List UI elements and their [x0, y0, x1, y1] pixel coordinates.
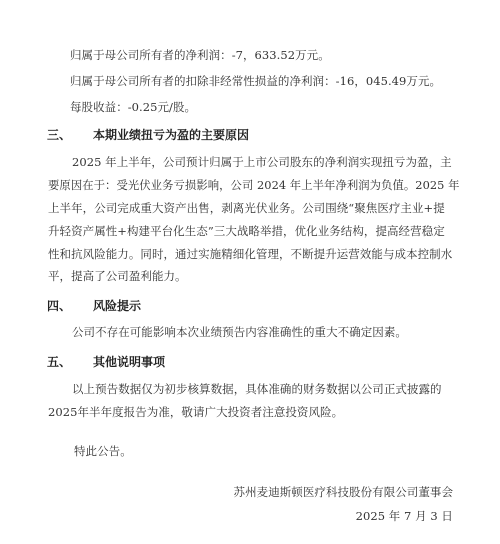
section-3-line-4: 升轻资产属性+构建平台化生态”三大战略举措，优化业务结构，提高经营稳定: [48, 224, 445, 238]
section-3-line-5: 性和抗风险能力。同时，通过实施精细化管理，不断提升运营效能与成本控制水: [48, 247, 453, 261]
section-5-title: 其他说明事项: [93, 355, 166, 369]
section-3-line-1: 2025 年上半年，公司预计归属于上市公司股东的净利润实现扭亏为盈，主: [72, 155, 452, 169]
section-4-number: 四、: [47, 299, 72, 313]
section-4-title: 风险提示: [93, 299, 142, 313]
section-3-line-3: 上半年，公司完成重大资产出售，剥离光伏业务。公司围绕“聚焦医疗主业+提: [48, 201, 445, 215]
section-5-heading: [47, 354, 165, 370]
section-5-line-1: 以上预告数据仅为初步核算数据，具体准确的财务数据以公司正式披露的: [72, 382, 442, 396]
net-profit-deducted-line: 归属于母公司所有者的扣除非经常性损益的净利润：-16，045.49万元。: [70, 74, 442, 88]
signature-date: 2025 年 7 月 3 日: [355, 509, 453, 523]
section-4-line-1: 公司不存在可能影响本次业绩预告内容准确性的重大不确定因素。: [72, 325, 407, 339]
eps-line: 每股收益：-0.25元/股。: [70, 100, 197, 114]
section-3-line-6: 平，提高了公司盈利能力。: [48, 269, 187, 283]
net-profit-line: 归属于母公司所有者的净利润：-7，633.52万元。: [70, 48, 330, 62]
section-5-line-2: 2025年半年度报告为准，敬请广大投资者注意投资风险。: [48, 405, 344, 419]
section-3-heading: [47, 127, 249, 143]
section-3-number: 三、: [47, 128, 72, 142]
signature-company: 苏州麦迪斯顿医疗科技股份有限公司董事会: [233, 485, 453, 499]
section-3-line-2: 要原因在于：受光伏业务亏损影响，公司 2024 年上半年净利润为负值。2025 年: [48, 178, 460, 192]
section-3-title: 本期业绩扭亏为盈的主要原因: [93, 128, 250, 142]
section-4-heading: [47, 298, 141, 314]
section-5-number: 五、: [47, 355, 72, 369]
closing-text: 特此公告。: [74, 444, 132, 458]
